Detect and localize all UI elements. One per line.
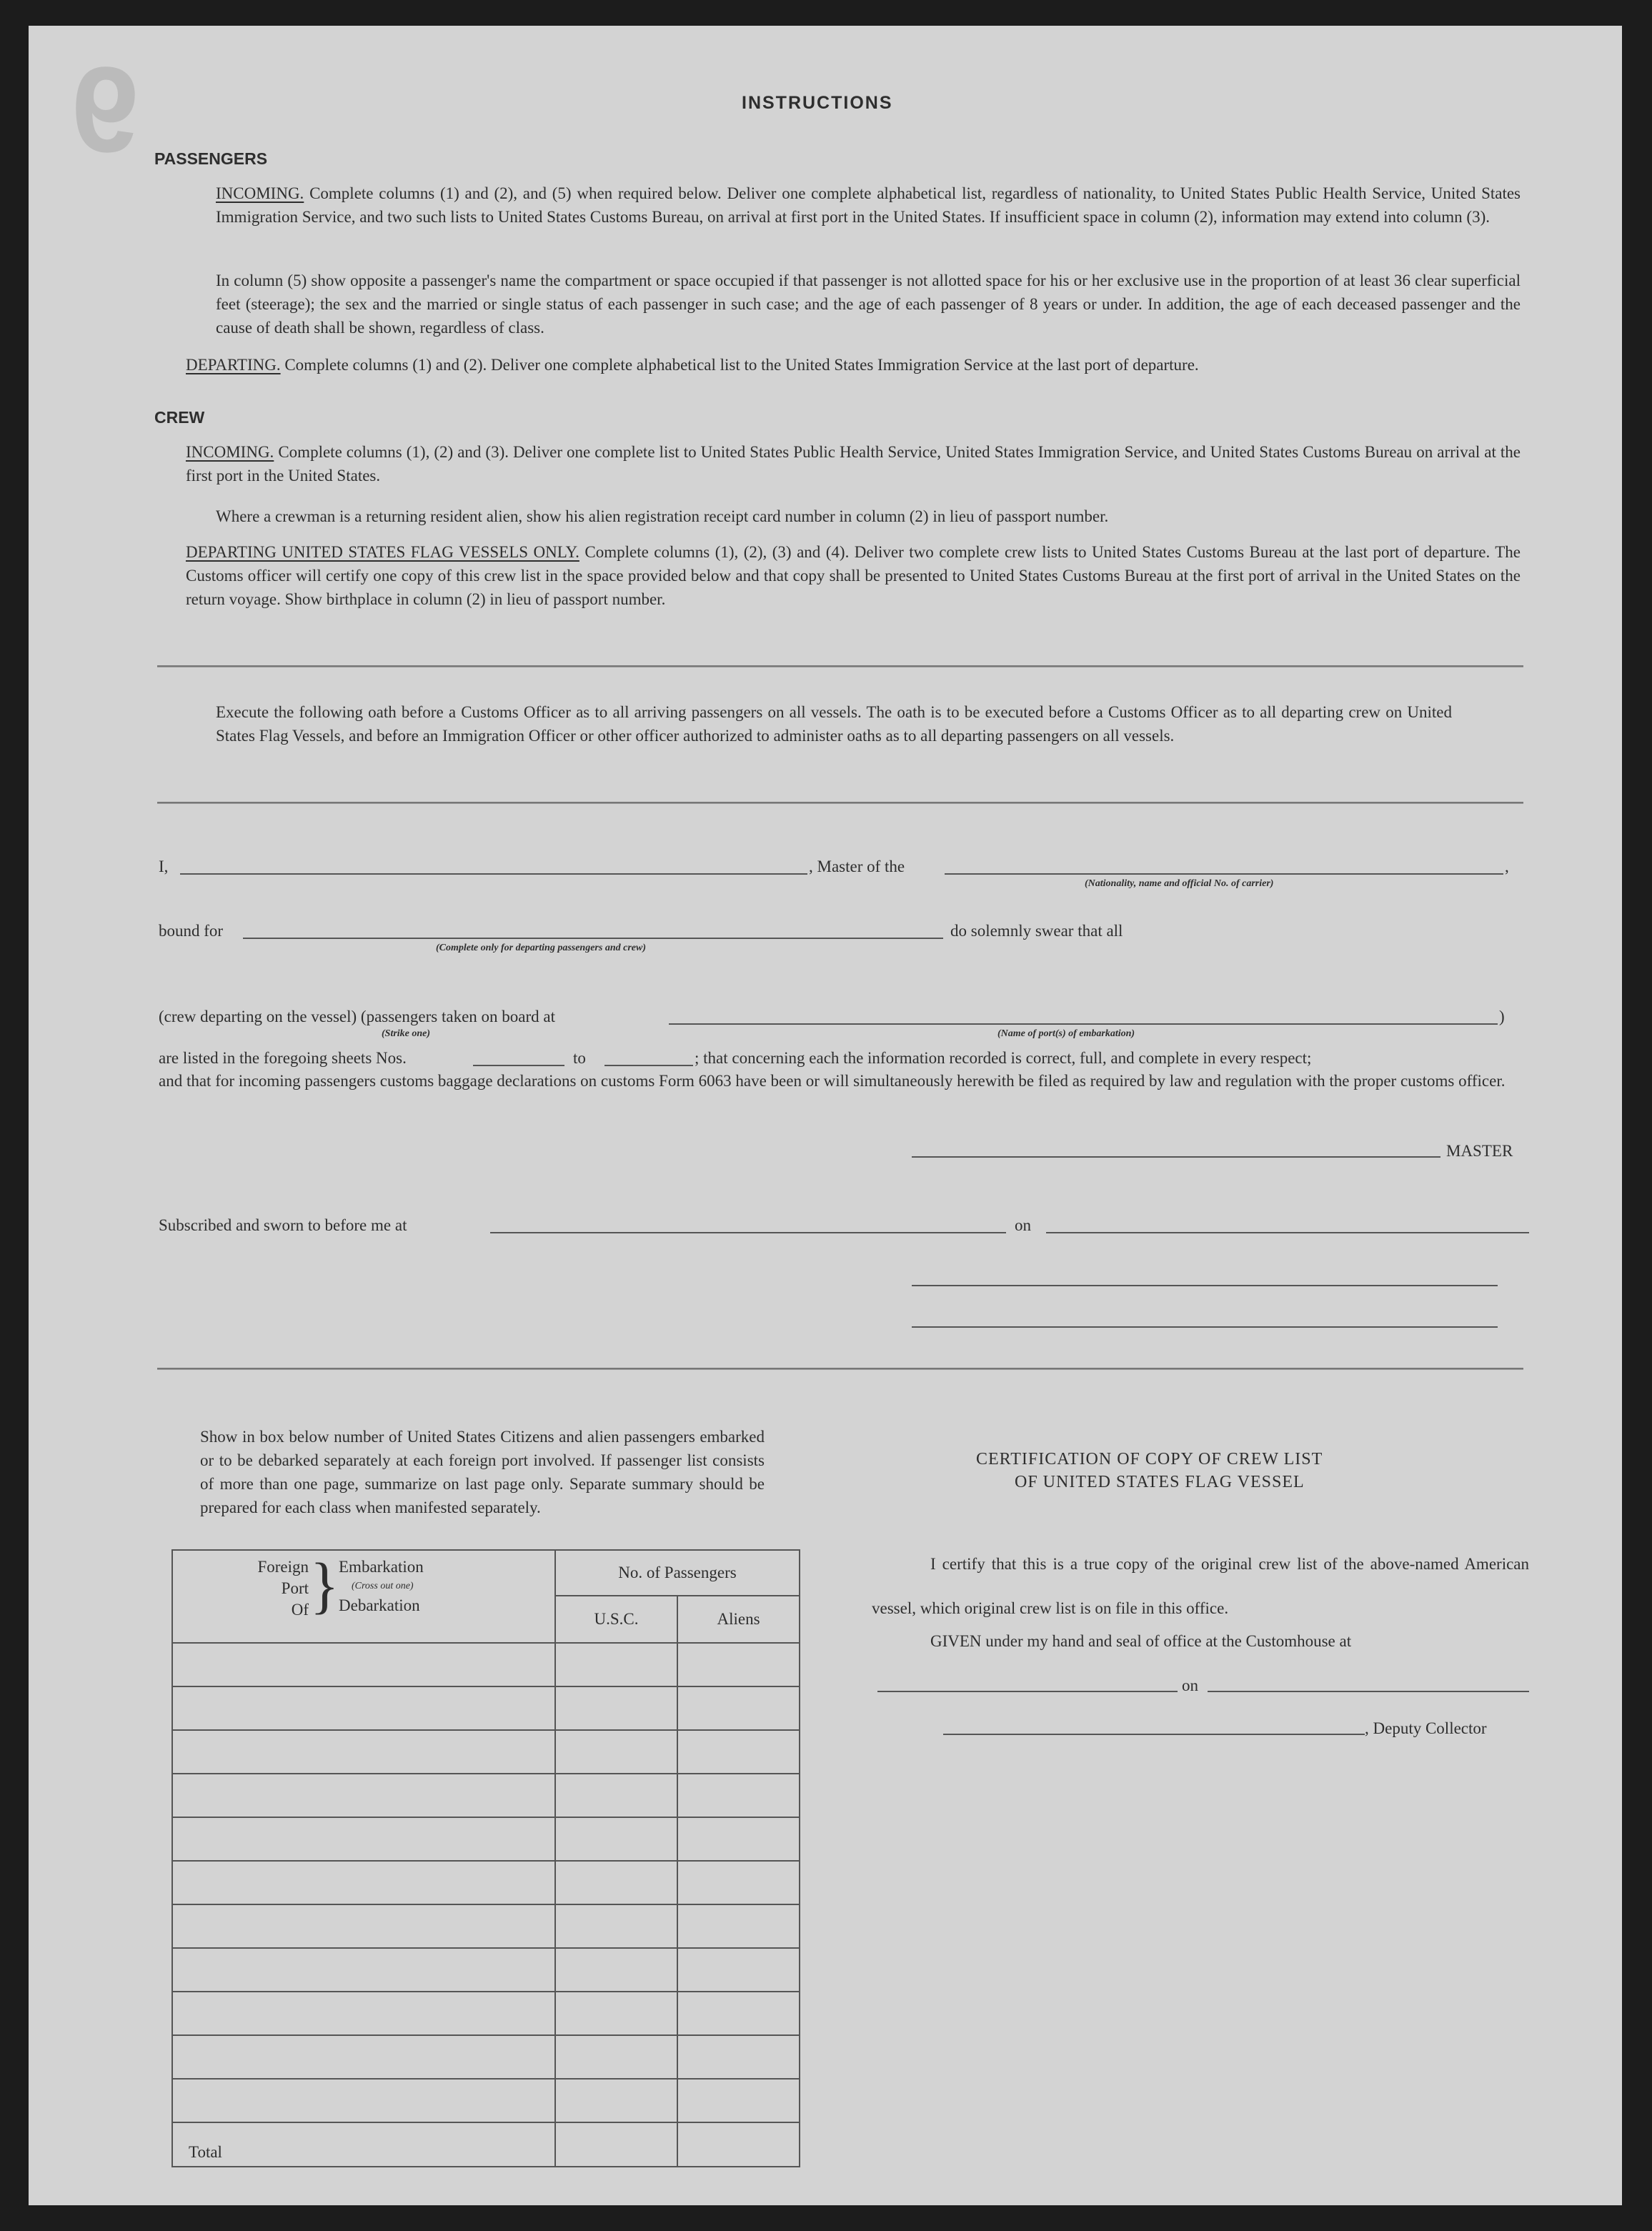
aliens-label: Aliens — [717, 1610, 760, 1628]
crew-incoming-paragraph — [186, 440, 1521, 487]
certification-heading-2: OF UNITED STATES FLAG VESSEL — [1015, 1473, 1305, 1491]
usc-cell[interactable] — [555, 1992, 677, 2035]
passengers-departing-paragraph — [186, 353, 1521, 377]
port-cell[interactable] — [172, 1774, 555, 1817]
divider-1 — [157, 665, 1523, 667]
sheet-from-line[interactable] — [473, 1065, 564, 1066]
summary-row — [172, 2035, 800, 2079]
master-name-line[interactable] — [180, 873, 807, 875]
usc-cell[interactable] — [555, 1904, 677, 1948]
bound-for-line[interactable] — [243, 938, 943, 939]
total-aliens-cell[interactable] — [677, 2122, 800, 2167]
crew-incoming-text: Complete columns (1), (2) and (3). Deliver one complete list to United States Public Health Service, United States Immigration Service, and United States Customs Bureau on arrival at the first port in the United States. — [186, 443, 1521, 485]
subscribed-on-label: on — [1015, 1216, 1031, 1234]
summary-row — [172, 1730, 800, 1774]
officer-title-line[interactable] — [912, 1326, 1498, 1328]
total-usc-cell[interactable] — [555, 2122, 677, 2167]
usc-label: U.S.C. — [556, 1596, 678, 1642]
port-cell[interactable] — [172, 1992, 555, 2035]
port-cell[interactable] — [172, 1643, 555, 1686]
master-signature-line[interactable] — [912, 1156, 1440, 1158]
aliens-cell[interactable] — [677, 1686, 800, 1730]
crew-departing-text: Complete columns (1), (2), (3) and (4). Deliver two complete crew lists to United States Customs Bureau at the last port of departure. The Customs officer will certify one copy of this crew list in the space provided below and that copy shall be presented to United States Customs Bureau at the first port of arrival in the United States on the return voyage. Show birthplace in column (2) in lieu of passport number. — [186, 543, 1521, 608]
certification-heading-1: CERTIFICATION OF COPY OF CREW LIST — [976, 1450, 1323, 1469]
summary-row — [172, 1992, 800, 2035]
deputy-signature-line[interactable] — [943, 1734, 1365, 1735]
summary-total-row — [172, 2122, 800, 2167]
no-passengers-label: No. of Passengers — [556, 1551, 799, 1596]
aliens-cell[interactable] — [677, 1992, 800, 2035]
usc-cell[interactable] — [555, 1730, 677, 1774]
port-cell[interactable] — [172, 1861, 555, 1904]
certification-certify: I certify that this is a true copy of the original crew list of the above-named American vessel, which original crew list is on file in this office. — [872, 1555, 1529, 1617]
port-caption: (Name of port(s) of embarkation) — [997, 1028, 1135, 1039]
close-paren: ) — [1499, 1008, 1505, 1025]
bleed-through-number: 9 — [71, 42, 139, 178]
master-label: MASTER — [1446, 1142, 1513, 1160]
summary-row — [172, 1686, 800, 1730]
aliens-cell[interactable] — [677, 1904, 800, 1948]
aliens-cell[interactable] — [677, 1730, 800, 1774]
port-cell[interactable] — [172, 1686, 555, 1730]
passengers-header-cell — [555, 1550, 800, 1643]
summary-intro: Show in box below number of United States Citizens and alien passengers embarked or to be debarked separately at each foreign port involved. If passenger list consists of more than one page, summarize on last page only. Separate summary should be prepared for each class when manifested separately. — [200, 1428, 765, 1516]
port-cell[interactable] — [172, 1948, 555, 1992]
passengers-column5-paragraph: In column (5) show opposite a passenger's name the compartment or space occupied if that passenger is not allotted space for his or her exclusive use in the proportion of at least 36 clear superficial feet (steerage); the sex and the married or single status of each passenger in such case; and the age of each passenger of 8 years or under. In addition, the age of each deceased passenger and the cause of death shall be shown, regardless of class. — [216, 272, 1521, 337]
carrier-line[interactable] — [945, 873, 1503, 875]
aliens-cell[interactable] — [677, 1774, 800, 1817]
officer-signature-line[interactable] — [912, 1285, 1498, 1286]
foreign-label: Foreign — [257, 1558, 309, 1576]
passengers-heading: PASSENGERS — [154, 149, 268, 168]
bound-for-label: bound for — [159, 922, 224, 940]
port-cell[interactable] — [172, 1904, 555, 1948]
port-header-cell — [172, 1550, 555, 1643]
summary-row — [172, 1774, 800, 1817]
subscribed-label: Subscribed and sworn to before me at — [159, 1216, 407, 1234]
crew-departing-label: DEPARTING UNITED STATES FLAG VESSELS ONLY. — [186, 543, 579, 561]
port-cell[interactable] — [172, 2035, 555, 2079]
bound-for-caption: (Complete only for departing passengers and crew) — [436, 943, 646, 953]
port-of-embarkation-line[interactable] — [669, 1023, 1498, 1025]
summary-row — [172, 1904, 800, 1948]
crew-incoming-label: INCOMING. — [186, 443, 274, 461]
total-label: Total — [172, 2122, 555, 2167]
listed-label-a: are listed in the foregoing sheets Nos. — [159, 1049, 407, 1067]
page-title: INSTRUCTIONS — [742, 93, 893, 113]
master-of-label: , Master of the — [809, 858, 905, 875]
subscribed-date-line[interactable] — [1046, 1232, 1529, 1233]
passengers-incoming-paragraph — [216, 182, 1521, 229]
summary-row — [172, 1817, 800, 1861]
listed-label-b: ; that concerning each the information recorded is correct, full, and complete in every respect; — [695, 1049, 1312, 1067]
usc-cell[interactable] — [555, 2079, 677, 2122]
aliens-cell[interactable] — [677, 1643, 800, 1686]
summary-header-row — [172, 1550, 800, 1643]
usc-cell[interactable] — [555, 1643, 677, 1686]
summary-row — [172, 2079, 800, 2122]
debarkation-label: Debarkation — [339, 1596, 420, 1614]
embarkation-label: Embarkation — [339, 1558, 424, 1576]
passengers-departing-label: DEPARTING. — [186, 356, 281, 374]
certification-date-line[interactable] — [1208, 1691, 1529, 1692]
passengers-incoming-text: Complete columns (1) and (2), and (5) when required below. Deliver one complete alphabetical list, regardless of nationality, to United States Public Health Service, United States Immigration Service, and two such lists to United States Customs Bureau, on arrival at first port in the United States. If insufficient space in column (2), information may extend into column (3). — [216, 184, 1521, 226]
of-label: Of — [291, 1601, 309, 1619]
divider-2 — [157, 802, 1523, 804]
usc-cell[interactable] — [555, 2035, 677, 2079]
crew-heading: CREW — [154, 408, 205, 427]
aliens-cell[interactable] — [677, 2079, 800, 2122]
port-label: Port — [281, 1579, 309, 1597]
port-cell[interactable] — [172, 1730, 555, 1774]
oath-intro-paragraph: Execute the following oath before a Customs Officer as to all arriving passengers on all vessels. The oath is to be executed before a Customs Officer as to all departing crew on United States Flag Vessels, and before an Immigration Officer or other officer authorized to administer oaths as to all departing passengers on all vessels. — [216, 703, 1452, 745]
aliens-cell[interactable] — [677, 2035, 800, 2079]
carrier-caption: (Nationality, name and official No. of carrier) — [1085, 878, 1274, 889]
summary-body — [172, 1643, 800, 2167]
divider-3 — [157, 1368, 1523, 1370]
certification-given: GIVEN under my hand and seal of office at the Customhouse at — [930, 1632, 1352, 1650]
usc-cell[interactable] — [555, 1948, 677, 1992]
passengers-departing-text: Complete columns (1) and (2). Deliver one complete alphabetical list to the United States Immigration Service at the last port of departure. — [284, 356, 1199, 374]
port-cell[interactable] — [172, 1817, 555, 1861]
certification-on-label: on — [1182, 1676, 1198, 1694]
port-cell[interactable] — [172, 2079, 555, 2122]
brace: } — [310, 1550, 339, 1621]
deputy-collector-label: , Deputy Collector — [1365, 1719, 1487, 1737]
crew-departing-label-oath: (crew departing on the vessel) (passengers taken on board at — [159, 1008, 555, 1025]
listed-label-c: and that for incoming passengers customs baggage declarations on customs Form 6063 have been or will simultaneously herewith be filed as required by law and regulation with the proper customs officer. — [159, 1072, 1506, 1090]
oath-i-label: I, — [159, 858, 169, 875]
swear-label: do solemnly swear that all — [950, 922, 1123, 940]
strike-caption: (Strike one) — [382, 1028, 431, 1039]
aliens-cell[interactable] — [677, 1861, 800, 1904]
customhouse-line[interactable] — [877, 1691, 1178, 1692]
cross-out-label: (Cross out one) — [352, 1581, 414, 1591]
usc-cell[interactable] — [555, 1686, 677, 1730]
crew-departing-paragraph — [186, 540, 1521, 611]
document-page — [29, 26, 1622, 2205]
summary-row — [172, 1948, 800, 1992]
passengers-incoming-label: INCOMING. — [216, 184, 304, 202]
sheet-to-line[interactable] — [604, 1065, 693, 1066]
usc-cell[interactable] — [555, 1774, 677, 1817]
subscribed-place-line[interactable] — [490, 1232, 1006, 1233]
crew-alien-paragraph: Where a crewman is a returning resident alien, show his alien registration receipt card number in column (2) in lieu of passport number. — [216, 507, 1109, 525]
aliens-cell[interactable] — [677, 1817, 800, 1861]
usc-cell[interactable] — [555, 1817, 677, 1861]
usc-cell[interactable] — [555, 1861, 677, 1904]
summary-row — [172, 1861, 800, 1904]
trailing-comma: , — [1505, 858, 1509, 875]
listed-to-label: to — [573, 1049, 586, 1067]
passenger-summary-table — [171, 1549, 800, 2167]
aliens-cell[interactable] — [677, 1948, 800, 1992]
summary-row — [172, 1643, 800, 1686]
